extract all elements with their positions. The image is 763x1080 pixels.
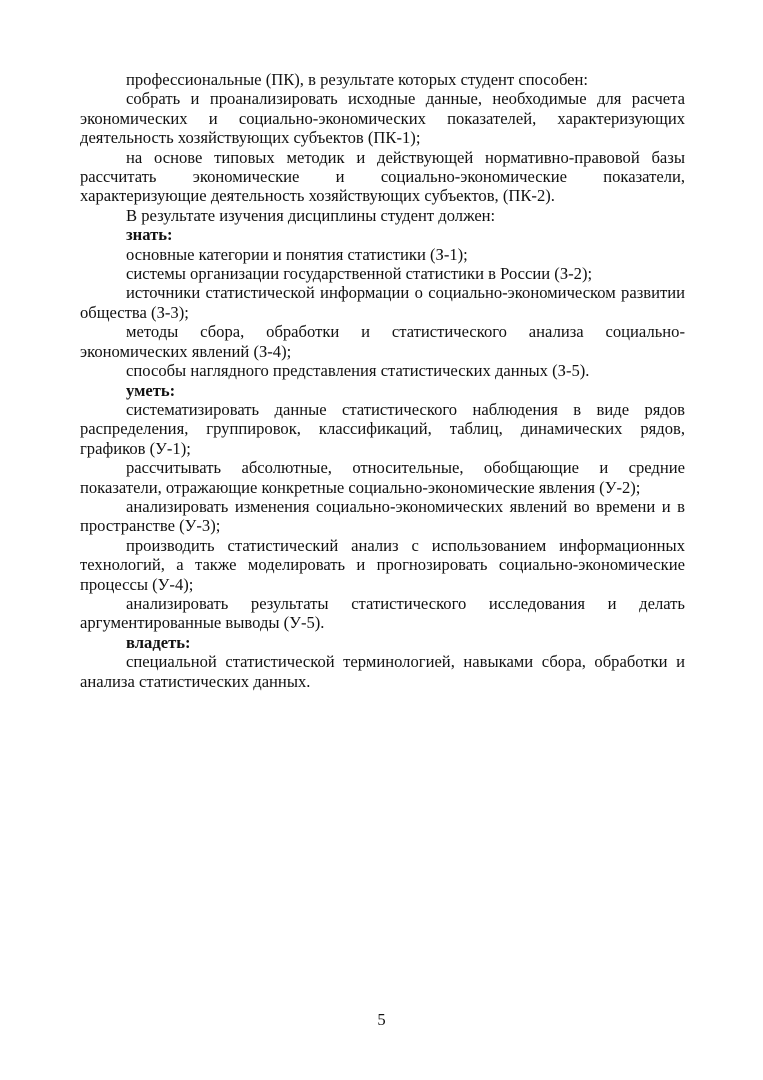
know-item-5: способы наглядного представления статистических данных (З-5).: [126, 361, 590, 381]
know-item-2: системы организации государственной статистики в России (З-2);: [126, 264, 593, 284]
own-heading: владеть:: [126, 632, 191, 652]
can-heading: уметь:: [126, 380, 176, 400]
can-item-2: рассчитывать абсолютные, относительные, обобщающие и средние показатели, отражающие конкретные социально-экономические явления (У-2);: [80, 458, 685, 497]
know-item-3: источники статистической информации о социально-экономическом развитии общества (З-3);: [80, 283, 685, 322]
know-item-4: методы сбора, обработки и статистического анализа социально-экономических явлений (З-4);: [80, 322, 685, 361]
can-item-4: производить статистический анализ с использованием информационных технологий, а также моделировать и прогнозировать социально-экономические процессы (У-4);: [80, 535, 685, 594]
paragraph-pk-2: на основе типовых методик и действующей нормативно-правовой базы рассчитать экономические и социально-экономические показатели, характеризующие деятельность хозяйствующих субъектов, (ПК-2).: [80, 147, 685, 206]
can-item-3: анализировать изменения социально-экономических явлений во времени и в пространстве (У-3);: [80, 496, 685, 536]
page-number: 5: [377, 1010, 386, 1029]
paragraph-pk-intro: профессиональные (ПК), в результате которых студент способен:: [126, 70, 589, 89]
know-heading: знать:: [126, 225, 173, 245]
can-item-1: систематизировать данные статистического наблюдения в виде рядов распределения, группировок, классификаций, таблиц, динамических рядов, графиков (У-1);: [80, 399, 685, 458]
know-item-1: основные категории и понятия статистики (З-1);: [126, 244, 468, 264]
own-item-1: специальной статистической терминологией, навыками сбора, обработки и анализа статистических данных.: [80, 652, 685, 691]
paragraph-result-intro: В результате изучения дисциплины студент должен:: [126, 205, 496, 225]
paragraph-pk-1: собрать и проанализировать исходные данные, необходимые для расчета экономических и социально-экономических показателей, характеризующих деятельность хозяйствующих субъектов (ПК-1);: [80, 89, 685, 148]
page-body: [80, 70, 685, 691]
can-item-5: анализировать результаты статистического исследования и делать аргументированные выводы (У-5).: [80, 593, 685, 633]
